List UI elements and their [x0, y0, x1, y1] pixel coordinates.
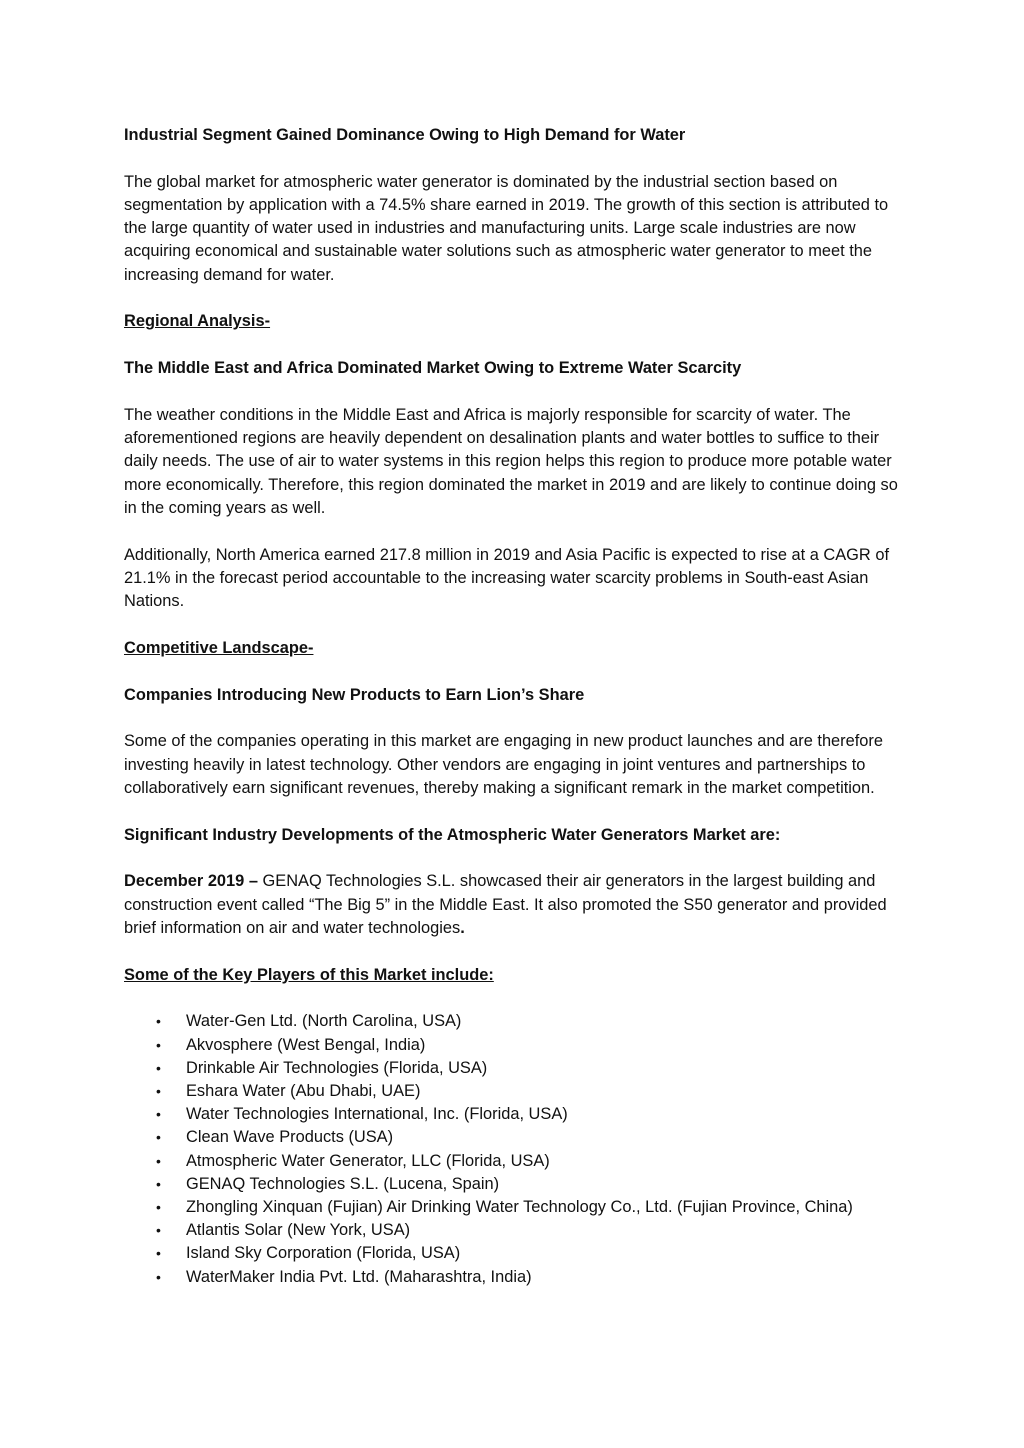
player-name: WaterMaker India Pvt. Ltd. (Maharashtra, India) — [186, 1267, 532, 1286]
player-name: Zhongling Xinquan (Fujian) Air Drinking Water Technology Co., Ltd. (Fujian Province, China) — [186, 1198, 853, 1217]
regional-analysis-title: Regional Analysis- — [124, 312, 271, 331]
bullet-icon: • — [156, 1268, 161, 1285]
development-text: GENAQ Technologies S.L. showcased their air generators in the largest building and construction event called “The Big 5” in the Middle East. It also promoted the S50 generator and provided brief information on air and water technologies — [124, 872, 887, 937]
list-item — [124, 1057, 914, 1080]
bullet-icon: • — [156, 1175, 161, 1192]
bullet-icon: • — [156, 1013, 161, 1030]
player-name: GENAQ Technologies S.L. (Lucena, Spain) — [186, 1174, 500, 1193]
development-end-mark: . — [460, 918, 465, 937]
list-item — [124, 1010, 914, 1033]
development-date: December 2019 – — [124, 872, 258, 891]
competitive-landscape-paragraph: Some of the companies operating in this market are engaging in new product launches and are therefore investing heavily in latest technology. Other vendors are engaging in joint ventures and partnerships to collaboratively earn significant revenues, thereby making a significant remark in the market competition. — [124, 732, 883, 797]
industry-developments-heading: Significant Industry Developments of the Atmospheric Water Generators Market are: — [124, 825, 781, 844]
key-players-list — [124, 1010, 914, 1288]
player-name: Water Technologies International, Inc. (Florida, USA) — [186, 1105, 568, 1124]
bullet-icon: • — [156, 1152, 161, 1169]
list-item — [124, 1266, 914, 1289]
player-name: Atmospheric Water Generator, LLC (Florida, USA) — [186, 1151, 550, 1170]
bullet-icon: • — [156, 1222, 161, 1239]
bullet-icon: • — [156, 1245, 161, 1262]
bullet-icon: • — [156, 1106, 161, 1123]
document-page — [124, 124, 914, 1289]
player-name: Drinkable Air Technologies (Florida, USA) — [186, 1058, 488, 1077]
regional-analysis-heading: The Middle East and Africa Dominated Market Owing to Extreme Water Scarcity — [124, 359, 742, 378]
regional-analysis-paragraph-2: Additionally, North America earned 217.8 million in 2019 and Asia Pacific is expected to rise at a CAGR of 21.1% in the forecast period accountable to the increasing water scarcity problems in South-east Asian Nations. — [124, 545, 889, 611]
regional-analysis-paragraph-1: The weather conditions in the Middle East and Africa is majorly responsible for scarcity of water. The aforementioned regions are heavily dependent on desalination plants and water bottles to suffice to their daily needs. The use of air to water systems in this region helps this region to produce more potable water more economically. Therefore, this region dominated the market in 2019 and are likely to continue doing so in the coming years as well. — [124, 406, 898, 517]
list-item — [124, 1126, 914, 1149]
player-name: Akvosphere (West Bengal, India) — [186, 1035, 426, 1054]
bullet-icon: • — [156, 1059, 161, 1076]
list-item — [124, 1034, 914, 1057]
competitive-landscape-title: Competitive Landscape- — [124, 638, 314, 657]
list-item — [124, 1196, 914, 1219]
player-name: Island Sky Corporation (Florida, USA) — [186, 1244, 461, 1263]
list-item — [124, 1080, 914, 1103]
list-item — [124, 1103, 914, 1126]
player-name: Clean Wave Products (USA) — [186, 1128, 394, 1147]
bullet-icon: • — [156, 1199, 161, 1216]
industry-development-entry — [124, 870, 914, 940]
key-players-title: Some of the Key Players of this Market include: — [124, 965, 494, 984]
list-item — [124, 1173, 914, 1196]
industrial-segment-heading: Industrial Segment Gained Dominance Owing to High Demand for Water — [124, 126, 686, 144]
list-item — [124, 1150, 914, 1173]
player-name: Water-Gen Ltd. (North Carolina, USA) — [186, 1012, 462, 1031]
bullet-icon: • — [156, 1129, 161, 1146]
list-item — [124, 1242, 914, 1265]
industrial-segment-paragraph: The global market for atmospheric water generator is dominated by the industrial section based on segmentation by application with a 74.5% share earned in 2019. The growth of this section is attributed to the large quantity of water used in industries and manufacturing units. Large scale industries are now acquiring economical and sustainable water solutions such as atmospheric water generator to meet the increasing demand for water. — [124, 172, 889, 284]
player-name: Atlantis Solar (New York, USA) — [186, 1221, 411, 1240]
bullet-icon: • — [156, 1083, 161, 1100]
player-name: Eshara Water (Abu Dhabi, UAE) — [186, 1082, 421, 1101]
bullet-icon: • — [156, 1036, 161, 1053]
list-item — [124, 1219, 914, 1242]
competitive-landscape-heading: Companies Introducing New Products to Earn Lion’s Share — [124, 685, 585, 704]
